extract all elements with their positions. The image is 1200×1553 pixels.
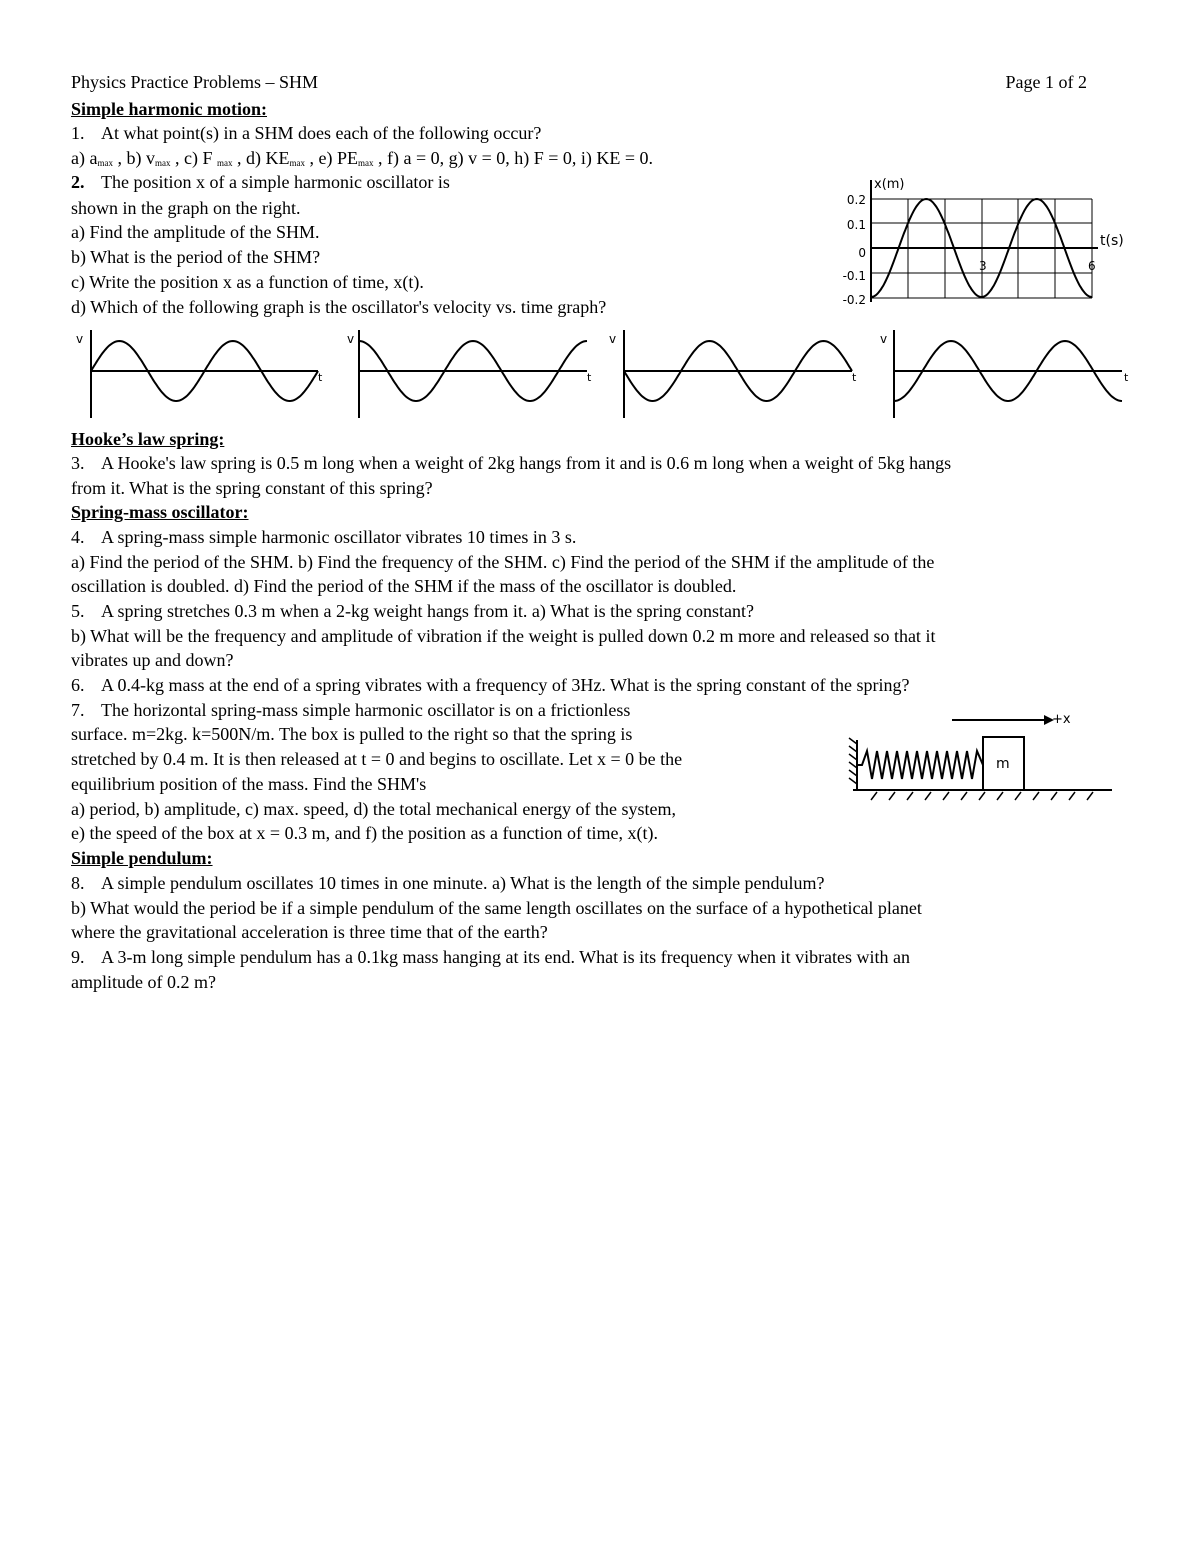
question-6 [71,673,909,697]
t-axis-label: t [852,371,857,384]
subscript: max [97,158,113,168]
section-heading-hooke: Hooke’s law spring: [71,429,225,449]
v-axis-label: v [76,332,84,346]
question-text: A spring-mass simple harmonic oscillator vibrates 10 times in 3 s. [101,527,577,547]
question-1 [71,121,541,145]
question-8-part-b-cont: where the gravitational acceleration is three time that of the earth? [71,922,548,942]
question-7-line-3: stretched by 0.4 m. It is then released at t = 0 and begins to oscillate. Let x = 0 be the [71,749,683,769]
x-tick-label: 3 [979,259,987,273]
mass-label: m [996,756,1010,772]
part-b: , b) v [112,148,155,168]
x-axis-label: t(s) [1100,233,1124,249]
question-2-text-cont: shown in the graph on the right. [71,198,301,218]
question-number: 9. [71,947,85,967]
spring [857,751,983,779]
question-text: A Hooke's law spring is 0.5 m long when a weight of 2kg hangs from it and is 0.6 m long when a weight of 5kg hangs [101,453,952,473]
question-number: 8. [71,873,85,893]
question-8 [71,871,825,895]
question-7-line-2: surface. m=2kg. k=500N/m. The box is pulled to the right so that the spring is [71,724,633,744]
velocity-option-4[interactable] [880,330,1129,418]
question-7-parts-cont: e) the speed of the box at x = 0.3 m, and f) the position as a function of time, x(t). [71,823,659,843]
t-axis-label: t [318,371,323,384]
section-heading-spring-mass: Spring-mass oscillator: [71,502,249,522]
question-2-part-c: c) Write the position x as a function of time, x(t). [71,272,424,292]
position-time-graph [835,172,1135,312]
y-tick-label: 0.1 [846,218,866,232]
question-7 [71,698,630,722]
velocity-option-1[interactable] [76,330,323,418]
question-number: 5. [71,601,85,621]
question-8-part-b: b) What would the period be if a simple pendulum of the same length oscillates on the surface of a hypothetical planet [71,898,922,918]
part-a: a) a [71,148,98,168]
v-axis-label: v [347,332,355,346]
question-text: A 0.4-kg mass at the end of a spring vibrates with a frequency of 3Hz. What is the spring constant of the spring? [101,675,910,695]
question-5-part-b-cont: vibrates up and down? [71,650,234,670]
question-text: The position x of a simple harmonic oscillator is [101,172,450,192]
y-axis-label: x(m) [874,177,905,192]
question-2-part-d: d) Which of the following graph is the oscillator's velocity vs. time graph? [71,297,607,317]
subscript: max [289,158,305,168]
part-d: , d) KE [232,148,290,168]
question-9-cont: amplitude of 0.2 m? [71,972,216,992]
question-2-part-a: a) Find the amplitude of the SHM. [71,222,320,242]
spring-mass-diagram [840,702,1120,806]
subscript: max [216,158,233,168]
question-number: 6. [71,675,85,695]
y-tick-label: -0.2 [842,293,866,307]
y-tick-label: 0.2 [846,193,866,207]
velocity-options [70,322,1140,427]
part-c: , c) F [170,148,217,168]
question-text: The horizontal spring-mass simple harmonic oscillator is on a frictionless [101,700,631,720]
wall-hatching [849,738,857,784]
subscript: max [357,158,374,168]
question-7-parts: a) period, b) amplitude, c) max. speed, d) the total mechanical energy of the system, [71,799,676,819]
t-axis-label: t [1124,371,1129,384]
question-number: 7. [71,700,85,720]
question-text: At what point(s) in a SHM does each of the following occur? [101,123,542,143]
part-e: , e) PE [304,148,358,168]
question-9 [71,945,910,969]
question-4-parts-cont: oscillation is doubled. d) Find the period of the SHM if the mass of the oscillator is doubled. [71,576,737,596]
document-title: Physics Practice Problems – SHM [71,72,318,92]
question-number: 4. [71,527,85,547]
question-7-line-4: equilibrium position of the mass. Find the SHM's [71,774,427,794]
velocity-option-3[interactable] [609,330,857,418]
question-2 [71,170,450,194]
x-tick-label: 6 [1088,259,1096,273]
v-axis-label: v [609,332,617,346]
question-3 [71,451,951,475]
page-number: Page 1 of 2 [1005,72,1087,92]
question-2-part-b: b) What is the period of the SHM? [71,247,321,267]
parts-f-to-i: , f) a = 0, g) v = 0, h) F = 0, i) KE = 0. [373,148,654,168]
y-tick-label: 0 [858,246,866,260]
t-axis-label: t [587,371,592,384]
question-text: A simple pendulum oscillates 10 times in one minute. a) What is the length of the simple pendulum? [101,873,825,893]
floor-hatching [871,792,1093,800]
velocity-option-2[interactable] [347,330,592,418]
question-number: 2. [71,172,85,192]
question-number: 1. [71,123,85,143]
question-3-cont: from it. What is the spring constant of this spring? [71,478,433,498]
question-number: 3. [71,453,85,473]
question-5 [71,599,754,623]
section-heading-shm: Simple harmonic motion: [71,99,267,119]
question-4 [71,525,576,549]
subscript: max [154,158,171,168]
direction-label: +x [1052,712,1071,727]
section-heading-pendulum: Simple pendulum: [71,848,213,868]
question-text: A 3-m long simple pendulum has a 0.1kg mass hanging at its end. What is its frequency when it vibrates with an [101,947,911,967]
question-text: A spring stretches 0.3 m when a 2-kg weight hangs from it. a) What is the spring constant? [101,601,755,621]
page-header [71,72,1087,96]
question-4-parts: a) Find the period of the SHM. b) Find the frequency of the SHM. c) Find the period of the SHM if the amplitude of the [71,552,935,572]
y-tick-label: -0.1 [842,269,866,283]
v-axis-label: v [880,332,888,346]
question-5-part-b: b) What will be the frequency and amplitude of vibration if the weight is pulled down 0.2 m more and released so that it [71,626,936,646]
